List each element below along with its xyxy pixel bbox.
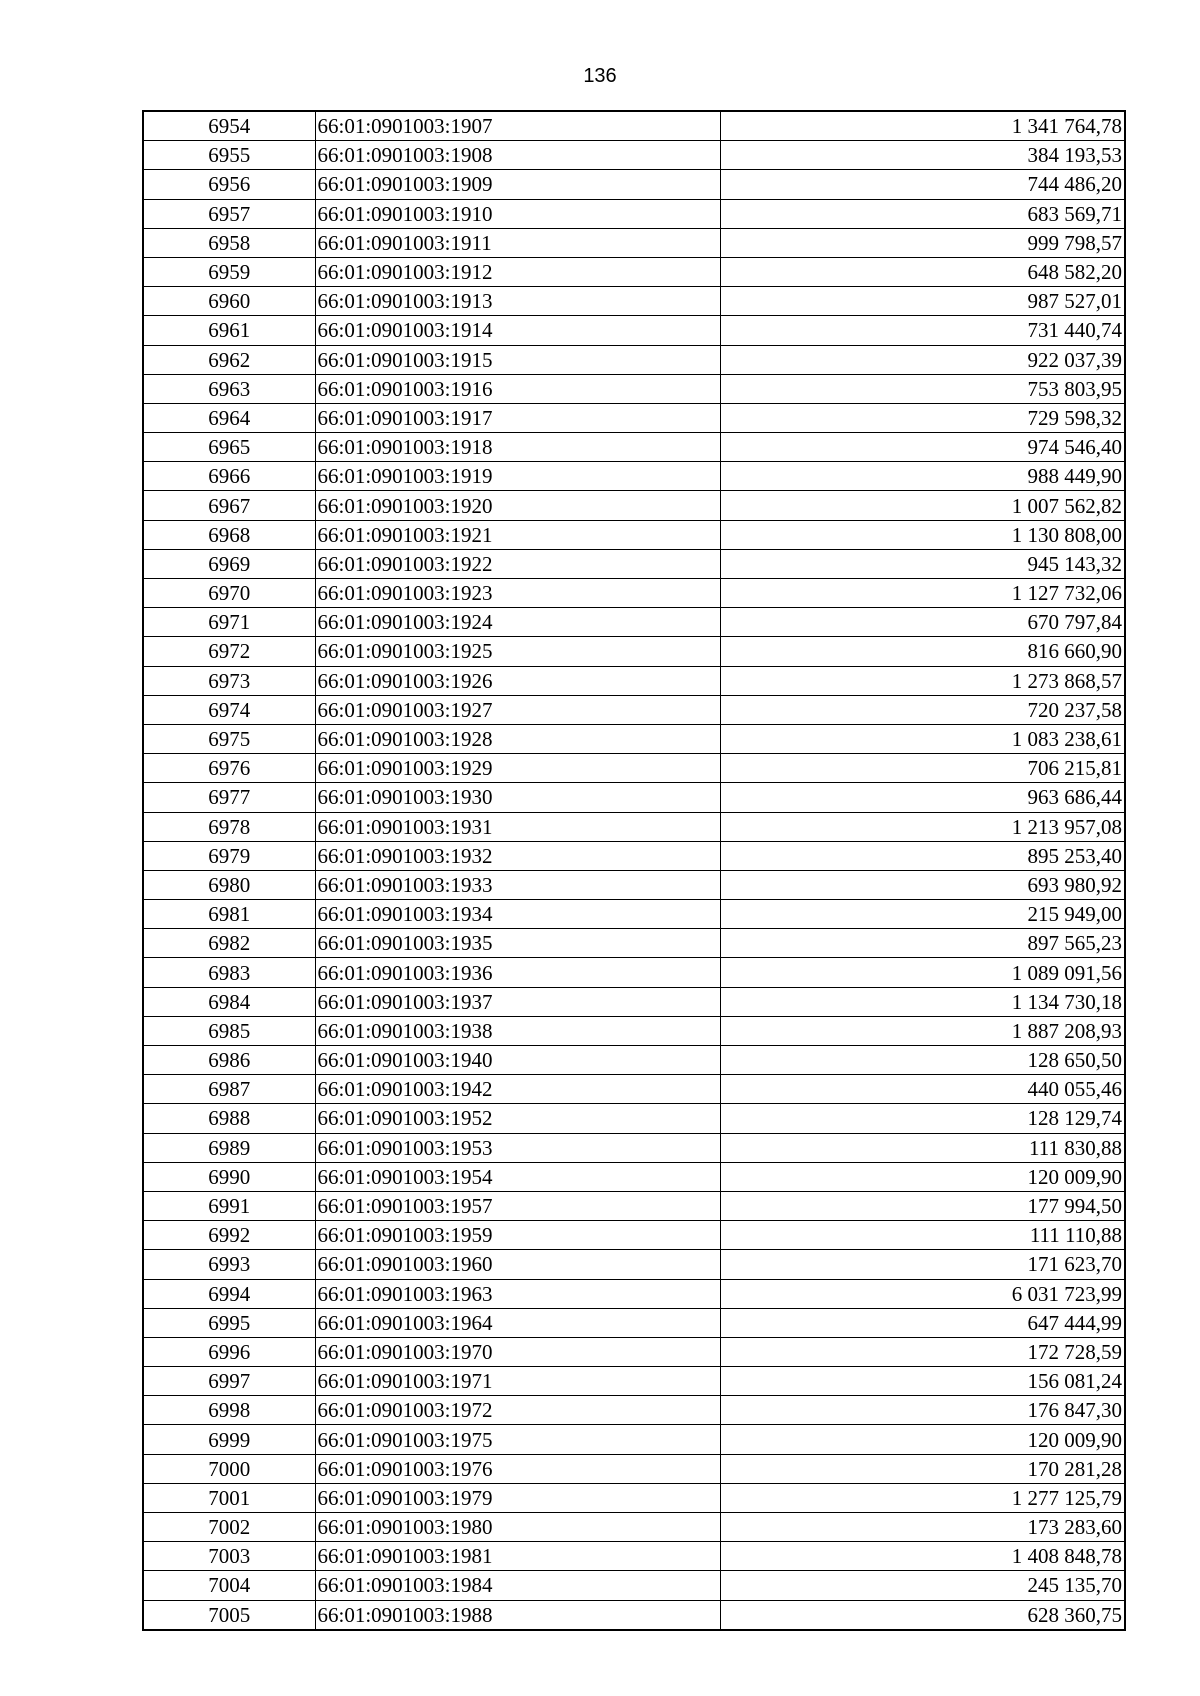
cadastral-value-cell: 1 089 091,56 [720,958,1125,987]
cadastral-number-cell: 66:01:0901003:1979 [315,1483,720,1512]
cadastral-value-cell: 922 037,39 [720,345,1125,374]
row-number-cell: 6955 [143,141,315,170]
table-row [143,1483,1125,1512]
row-number-cell: 6972 [143,637,315,666]
row-number-cell: 7002 [143,1513,315,1542]
table-row [143,695,1125,724]
table-row [143,579,1125,608]
cadastral-value-cell: 120 009,90 [720,1162,1125,1191]
table-row [143,987,1125,1016]
table-row [143,403,1125,432]
cadastral-value-cell: 172 728,59 [720,1337,1125,1366]
cadastral-number-cell: 66:01:0901003:1972 [315,1396,720,1425]
cadastral-value-cell: 945 143,32 [720,549,1125,578]
table-row [143,228,1125,257]
cadastral-number-cell: 66:01:0901003:1909 [315,170,720,199]
table-row [143,1571,1125,1600]
cadastral-number-cell: 66:01:0901003:1912 [315,257,720,286]
cadastral-number-cell: 66:01:0901003:1933 [315,870,720,899]
cadastral-number-cell: 66:01:0901003:1917 [315,403,720,432]
row-number-cell: 6992 [143,1221,315,1250]
row-number-cell: 6978 [143,812,315,841]
cadastral-number-cell: 66:01:0901003:1988 [315,1600,720,1630]
table-row [143,1133,1125,1162]
cadastral-value-cell: 440 055,46 [720,1075,1125,1104]
table-row [143,1367,1125,1396]
cadastral-value-cell: 731 440,74 [720,316,1125,345]
cadastral-number-cell: 66:01:0901003:1953 [315,1133,720,1162]
cadastral-number-cell: 66:01:0901003:1937 [315,987,720,1016]
cadastral-number-cell: 66:01:0901003:1915 [315,345,720,374]
table-row [143,637,1125,666]
row-number-cell: 6997 [143,1367,315,1396]
row-number-cell: 7000 [143,1454,315,1483]
table-row [143,724,1125,753]
cadastral-number-cell: 66:01:0901003:1959 [315,1221,720,1250]
row-number-cell: 6967 [143,491,315,520]
row-number-cell: 6993 [143,1250,315,1279]
table-row [143,841,1125,870]
table-row [143,141,1125,170]
cadastral-value-cell: 384 193,53 [720,141,1125,170]
row-number-cell: 6984 [143,987,315,1016]
cadastral-value-cell: 999 798,57 [720,228,1125,257]
row-number-cell: 6968 [143,520,315,549]
table-row [143,1016,1125,1045]
row-number-cell: 6990 [143,1162,315,1191]
table-row [143,608,1125,637]
table-body [143,111,1125,1630]
cadastral-number-cell: 66:01:0901003:1952 [315,1104,720,1133]
cadastral-number-cell: 66:01:0901003:1971 [315,1367,720,1396]
row-number-cell: 6965 [143,433,315,462]
row-number-cell: 6963 [143,374,315,403]
cadastral-number-cell: 66:01:0901003:1925 [315,637,720,666]
cadastral-number-cell: 66:01:0901003:1913 [315,287,720,316]
cadastral-number-cell: 66:01:0901003:1936 [315,958,720,987]
cadastral-value-cell: 706 215,81 [720,754,1125,783]
row-number-cell: 6969 [143,549,315,578]
row-number-cell: 6957 [143,199,315,228]
cadastral-value-cell: 1 341 764,78 [720,111,1125,141]
table-row [143,1513,1125,1542]
cadastral-value-cell: 683 569,71 [720,199,1125,228]
cadastral-number-cell: 66:01:0901003:1920 [315,491,720,520]
cadastral-value-cell: 720 237,58 [720,695,1125,724]
cadastral-number-cell: 66:01:0901003:1908 [315,141,720,170]
row-number-cell: 6989 [143,1133,315,1162]
row-number-cell: 6974 [143,695,315,724]
cadastral-value-cell: 1 213 957,08 [720,812,1125,841]
cadastral-number-cell: 66:01:0901003:1954 [315,1162,720,1191]
table-row [143,520,1125,549]
table-row [143,929,1125,958]
cadastral-value-cell: 1 083 238,61 [720,724,1125,753]
row-number-cell: 6982 [143,929,315,958]
table-row [143,433,1125,462]
row-number-cell: 6985 [143,1016,315,1045]
row-number-cell: 6971 [143,608,315,637]
table-row [143,1279,1125,1308]
row-number-cell: 6954 [143,111,315,141]
table-row [143,1396,1125,1425]
row-number-cell: 7001 [143,1483,315,1512]
cadastral-number-cell: 66:01:0901003:1975 [315,1425,720,1454]
cadastral-value-cell: 173 283,60 [720,1513,1125,1542]
table-row [143,812,1125,841]
row-number-cell: 6976 [143,754,315,783]
table-row [143,1191,1125,1220]
row-number-cell: 6991 [143,1191,315,1220]
row-number-cell: 6960 [143,287,315,316]
cadastral-number-cell: 66:01:0901003:1938 [315,1016,720,1045]
cadastral-number-cell: 66:01:0901003:1924 [315,608,720,637]
table-row [143,754,1125,783]
table-row [143,1337,1125,1366]
row-number-cell: 6970 [143,579,315,608]
table-row [143,111,1125,141]
table-row [143,870,1125,899]
table-row [143,1221,1125,1250]
table-row [143,1162,1125,1191]
cadastral-value-cell: 128 650,50 [720,1046,1125,1075]
page-number: 136 [583,65,617,87]
table-row [143,1308,1125,1337]
cadastral-number-cell: 66:01:0901003:1942 [315,1075,720,1104]
table-row [143,491,1125,520]
row-number-cell: 6998 [143,1396,315,1425]
cadastral-number-cell: 66:01:0901003:1916 [315,374,720,403]
row-number-cell: 6959 [143,257,315,286]
table-row [143,1250,1125,1279]
cadastral-number-cell: 66:01:0901003:1934 [315,900,720,929]
row-number-cell: 6994 [143,1279,315,1308]
table-row [143,1600,1125,1630]
cadastral-number-cell: 66:01:0901003:1935 [315,929,720,958]
table-row [143,345,1125,374]
row-number-cell: 6995 [143,1308,315,1337]
table-row [143,462,1125,491]
table-row [143,900,1125,929]
cadastral-value-cell: 988 449,90 [720,462,1125,491]
cadastral-value-cell: 170 281,28 [720,1454,1125,1483]
cadastral-value-cell: 177 994,50 [720,1191,1125,1220]
cadastral-value-cell: 1 130 808,00 [720,520,1125,549]
cadastral-value-cell: 1 007 562,82 [720,491,1125,520]
cadastral-value-cell: 176 847,30 [720,1396,1125,1425]
cadastral-value-cell: 987 527,01 [720,287,1125,316]
cadastral-value-cell: 171 623,70 [720,1250,1125,1279]
cadastral-value-cell: 670 797,84 [720,608,1125,637]
cadastral-value-cell: 111 110,88 [720,1221,1125,1250]
cadastral-number-cell: 66:01:0901003:1984 [315,1571,720,1600]
cadastral-value-cell: 1 277 125,79 [720,1483,1125,1512]
cadastral-value-cell: 1 408 848,78 [720,1542,1125,1571]
table-row [143,199,1125,228]
table-row [143,1542,1125,1571]
cadastral-value-cell: 628 360,75 [720,1600,1125,1630]
cadastral-value-cell: 1 273 868,57 [720,666,1125,695]
row-number-cell: 6980 [143,870,315,899]
table-row [143,287,1125,316]
cadastral-value-table [142,110,1126,1631]
row-number-cell: 6988 [143,1104,315,1133]
row-number-cell: 6986 [143,1046,315,1075]
table-row [143,549,1125,578]
row-number-cell: 6979 [143,841,315,870]
row-number-cell: 6956 [143,170,315,199]
cadastral-number-cell: 66:01:0901003:1914 [315,316,720,345]
table-row [143,257,1125,286]
row-number-cell: 6981 [143,900,315,929]
table-row [143,1104,1125,1133]
row-number-cell: 6964 [143,403,315,432]
cadastral-value-cell: 1 887 208,93 [720,1016,1125,1045]
row-number-cell: 6962 [143,345,315,374]
cadastral-value-cell: 245 135,70 [720,1571,1125,1600]
cadastral-value-cell: 693 980,92 [720,870,1125,899]
cadastral-value-cell: 963 686,44 [720,783,1125,812]
cadastral-number-cell: 66:01:0901003:1976 [315,1454,720,1483]
row-number-cell: 6961 [143,316,315,345]
cadastral-value-cell: 111 830,88 [720,1133,1125,1162]
cadastral-number-cell: 66:01:0901003:1970 [315,1337,720,1366]
row-number-cell: 6999 [143,1425,315,1454]
cadastral-number-cell: 66:01:0901003:1907 [315,111,720,141]
table-row [143,316,1125,345]
cadastral-value-cell: 895 253,40 [720,841,1125,870]
cadastral-value-cell: 647 444,99 [720,1308,1125,1337]
cadastral-value-cell: 120 009,90 [720,1425,1125,1454]
cadastral-number-cell: 66:01:0901003:1964 [315,1308,720,1337]
cadastral-number-cell: 66:01:0901003:1957 [315,1191,720,1220]
cadastral-number-cell: 66:01:0901003:1931 [315,812,720,841]
cadastral-value-cell: 6 031 723,99 [720,1279,1125,1308]
table-row [143,1046,1125,1075]
cadastral-number-cell: 66:01:0901003:1928 [315,724,720,753]
cadastral-number-cell: 66:01:0901003:1911 [315,228,720,257]
cadastral-number-cell: 66:01:0901003:1918 [315,433,720,462]
cadastral-value-cell: 816 660,90 [720,637,1125,666]
cadastral-number-cell: 66:01:0901003:1927 [315,695,720,724]
cadastral-number-cell: 66:01:0901003:1960 [315,1250,720,1279]
row-number-cell: 6973 [143,666,315,695]
row-number-cell: 6977 [143,783,315,812]
cadastral-number-cell: 66:01:0901003:1919 [315,462,720,491]
table-row [143,1425,1125,1454]
row-number-cell: 7005 [143,1600,315,1630]
table-row [143,783,1125,812]
table-row [143,958,1125,987]
row-number-cell: 7004 [143,1571,315,1600]
table-row [143,374,1125,403]
table-row [143,1075,1125,1104]
cadastral-number-cell: 66:01:0901003:1930 [315,783,720,812]
cadastral-number-cell: 66:01:0901003:1910 [315,199,720,228]
row-number-cell: 6966 [143,462,315,491]
table-row [143,170,1125,199]
cadastral-number-cell: 66:01:0901003:1980 [315,1513,720,1542]
cadastral-value-cell: 1 127 732,06 [720,579,1125,608]
cadastral-value-cell: 729 598,32 [720,403,1125,432]
cadastral-value-cell: 744 486,20 [720,170,1125,199]
cadastral-number-cell: 66:01:0901003:1926 [315,666,720,695]
row-number-cell: 6983 [143,958,315,987]
cadastral-value-cell: 648 582,20 [720,257,1125,286]
cadastral-number-cell: 66:01:0901003:1921 [315,520,720,549]
cadastral-number-cell: 66:01:0901003:1963 [315,1279,720,1308]
row-number-cell: 7003 [143,1542,315,1571]
cadastral-value-cell: 215 949,00 [720,900,1125,929]
table-row [143,666,1125,695]
cadastral-number-cell: 66:01:0901003:1922 [315,549,720,578]
row-number-cell: 6975 [143,724,315,753]
cadastral-value-cell: 897 565,23 [720,929,1125,958]
table-row [143,1454,1125,1483]
cadastral-number-cell: 66:01:0901003:1929 [315,754,720,783]
cadastral-number-cell: 66:01:0901003:1932 [315,841,720,870]
row-number-cell: 6958 [143,228,315,257]
cadastral-value-cell: 974 546,40 [720,433,1125,462]
cadastral-value-cell: 753 803,95 [720,374,1125,403]
cadastral-value-cell: 128 129,74 [720,1104,1125,1133]
row-number-cell: 6987 [143,1075,315,1104]
cadastral-number-cell: 66:01:0901003:1981 [315,1542,720,1571]
row-number-cell: 6996 [143,1337,315,1366]
cadastral-number-cell: 66:01:0901003:1940 [315,1046,720,1075]
cadastral-number-cell: 66:01:0901003:1923 [315,579,720,608]
cadastral-value-cell: 156 081,24 [720,1367,1125,1396]
cadastral-value-cell: 1 134 730,18 [720,987,1125,1016]
